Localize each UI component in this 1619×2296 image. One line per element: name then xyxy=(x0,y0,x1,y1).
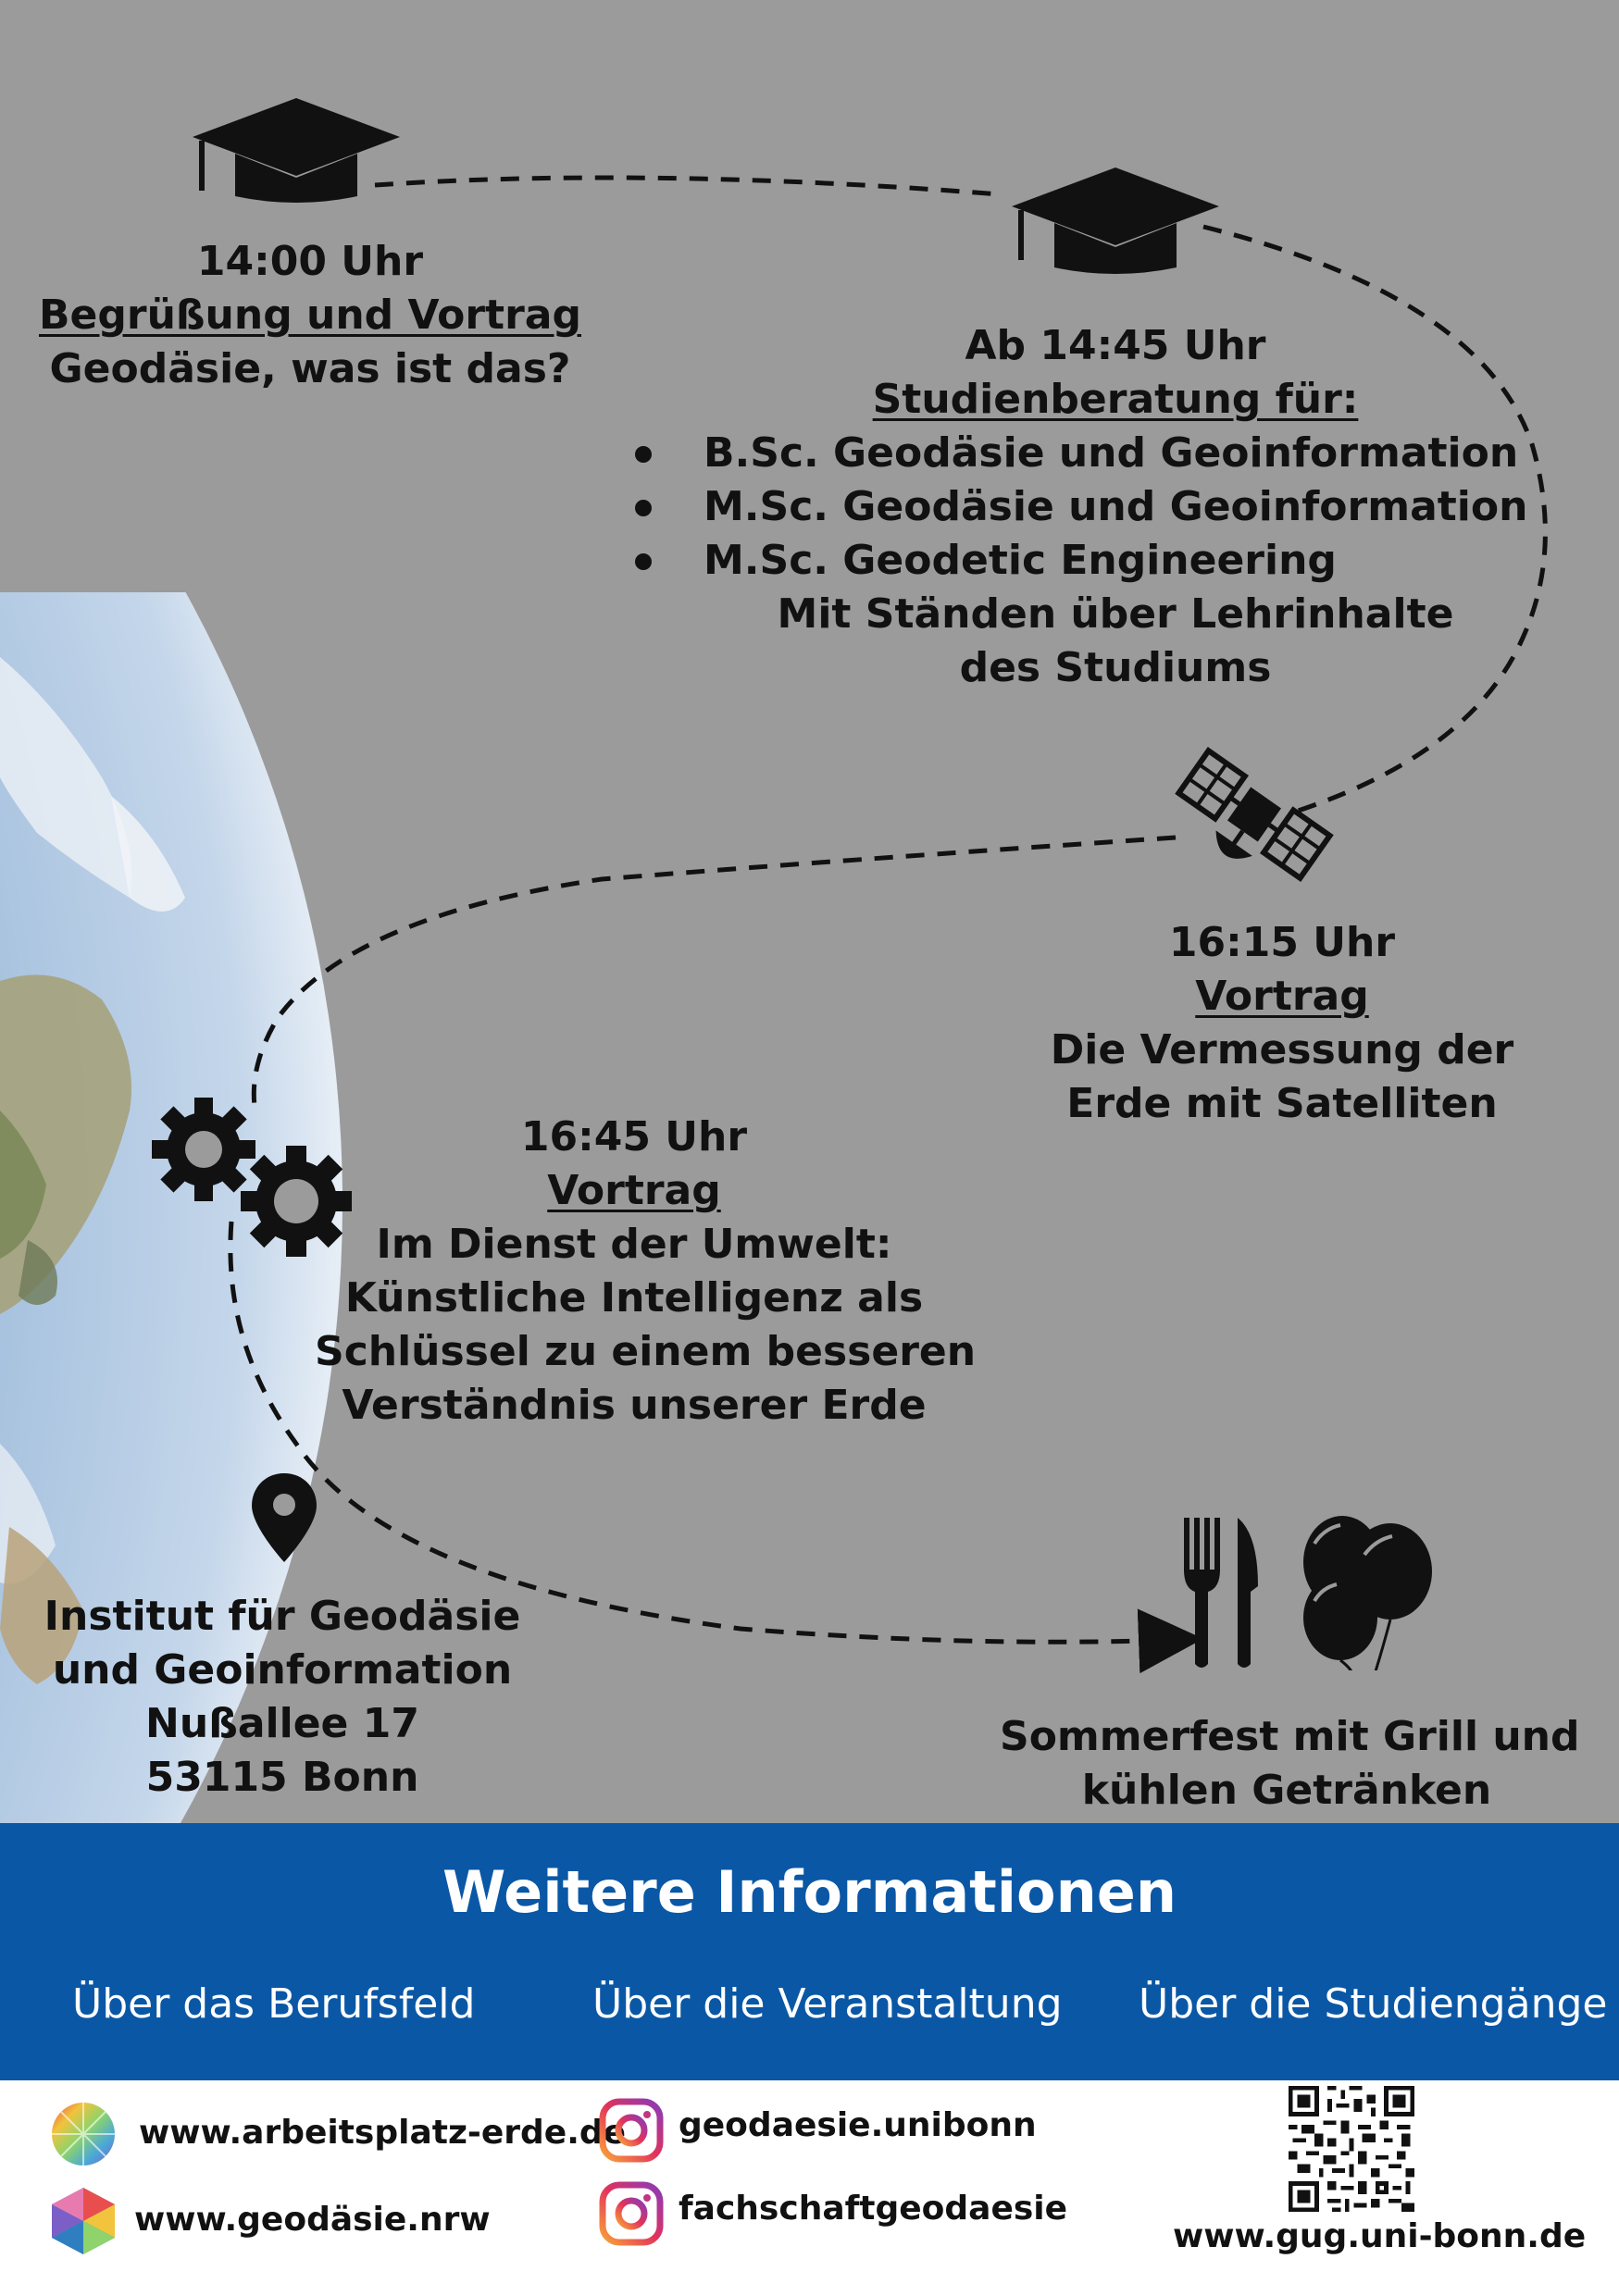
section-title: Studienberatung für: xyxy=(872,376,1359,423)
program-list xyxy=(629,427,1583,588)
link-gug-uni-bonn[interactable]: www.gug.uni-bonn.de xyxy=(1173,2217,1587,2255)
description: Erde mit Satelliten xyxy=(1066,1080,1498,1127)
schedule-item-4 xyxy=(315,1111,977,1433)
section-title: Vortrag xyxy=(547,1167,721,1214)
banner-column-studiengaenge: Über die Studiengänge xyxy=(1139,1980,1608,2028)
note-line: Mit Ständen über Lehrinhalte xyxy=(777,590,1454,638)
link-instagram-geodaesie-unibonn[interactable]: geodaesie.unibonn xyxy=(679,2106,1037,2144)
party-line: kühlen Getränken xyxy=(1081,1767,1492,1814)
address-city: 53115 Bonn xyxy=(145,1754,419,1801)
banner-heading: Weitere Informationen xyxy=(442,1858,1177,1926)
arbeitsplatz-erde-logo-icon xyxy=(48,2099,118,2169)
footer-links xyxy=(0,2080,1619,2296)
schedule-item-2 xyxy=(611,319,1583,695)
graduation-cap-icon xyxy=(1004,162,1227,278)
graduation-cap-icon xyxy=(185,93,407,204)
time-label: 14:00 Uhr xyxy=(196,238,424,285)
time-label: 16:15 Uhr xyxy=(1168,919,1396,966)
list-item: M.Sc. Geodäsie und Geoinformation xyxy=(629,480,1583,534)
satellite-icon xyxy=(1171,740,1338,888)
geodaesie-nrw-logo-icon xyxy=(46,2184,120,2258)
description: Künstliche Intelligenz als xyxy=(344,1274,924,1322)
banner-column-berufsfeld: Über das Berufsfeld xyxy=(72,1980,476,2028)
list-item: B.Sc. Geodäsie und Geoinformation xyxy=(629,427,1583,480)
cutlery-icon xyxy=(1180,1518,1268,1670)
schedule-item-1 xyxy=(37,235,583,396)
link-arbeitsplatz-erde[interactable]: www.arbeitsplatz-erde.de xyxy=(139,2114,627,2152)
link-geodaesie-nrw[interactable]: www.geodäsie.nrw xyxy=(134,2201,491,2239)
note-line: des Studiums xyxy=(959,644,1272,691)
address-line: und Geoinformation xyxy=(52,1646,513,1694)
description: Schlüssel zu einem besseren xyxy=(315,1328,977,1375)
schedule-item-3 xyxy=(1018,916,1546,1131)
instagram-icon xyxy=(598,2097,665,2164)
list-item: M.Sc. Geodetic Engineering xyxy=(629,534,1583,588)
qr-code-icon[interactable] xyxy=(1289,2086,1414,2212)
section-title: Begrüßung und Vortrag xyxy=(39,292,581,339)
link-instagram-fachschaftgeodaesie[interactable]: fachschaftgeodaesie xyxy=(679,2190,1068,2228)
time-label: 16:45 Uhr xyxy=(520,1113,748,1160)
description: Verständnis unserer Erde xyxy=(342,1382,927,1429)
location-pin-icon xyxy=(250,1471,318,1564)
section-title: Vortrag xyxy=(1195,973,1369,1020)
description: Geodäsie, was ist das? xyxy=(49,345,571,392)
location-address xyxy=(28,1590,537,1805)
description: Im Dienst der Umwelt: xyxy=(376,1221,892,1268)
summer-party xyxy=(1000,1710,1580,1818)
instagram-icon xyxy=(598,2180,665,2247)
description: Die Vermessung der xyxy=(1050,1026,1514,1074)
banner-column-veranstaltung: Über die Veranstaltung xyxy=(592,1980,1063,2028)
info-banner xyxy=(0,1823,1619,2080)
party-line: Sommerfest mit Grill und xyxy=(1000,1713,1580,1760)
address-line: Institut für Geodäsie xyxy=(44,1593,521,1640)
time-label: Ab 14:45 Uhr xyxy=(965,322,1266,369)
balloons-icon xyxy=(1287,1508,1444,1670)
address-street: Nußallee 17 xyxy=(145,1700,419,1747)
